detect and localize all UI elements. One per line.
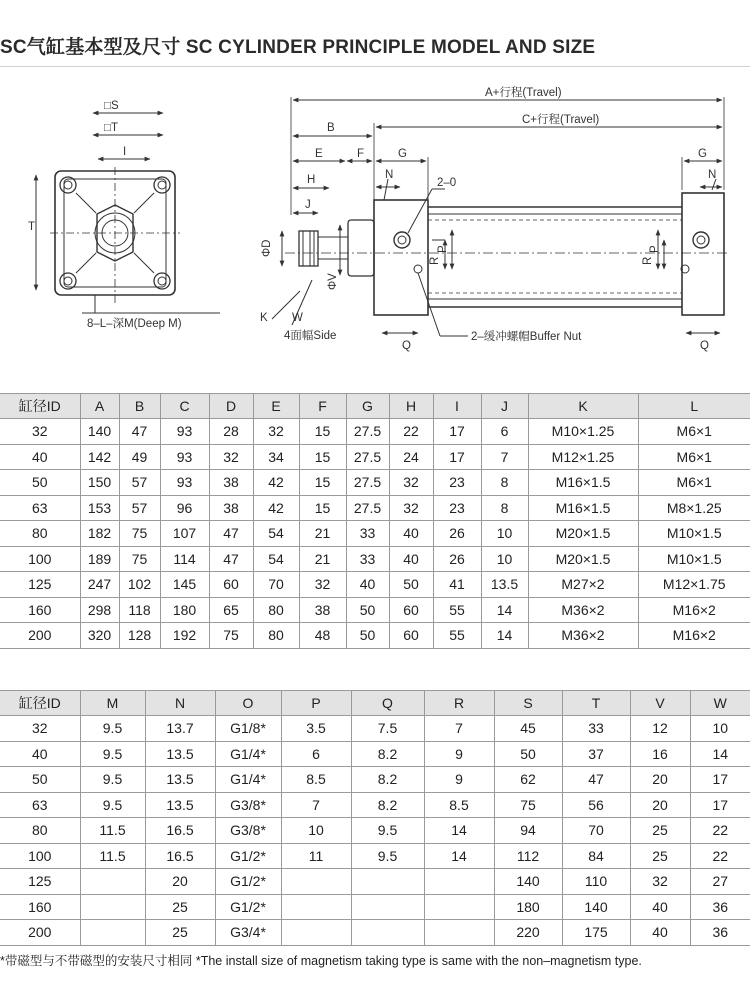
table-cell: 10 [281, 818, 351, 844]
label-p-left: P [437, 245, 449, 253]
table-cell: 140 [494, 869, 562, 895]
column-header: W [690, 691, 750, 716]
table-cell: 80 [0, 818, 80, 844]
column-header: O [215, 691, 281, 716]
table-cell: 55 [433, 597, 481, 623]
table-cell: 47 [119, 419, 160, 445]
label-b: B [327, 122, 335, 134]
table-cell: 25 [630, 843, 690, 869]
table-cell: 47 [209, 521, 253, 547]
table-row [0, 894, 750, 920]
table-cell: 11.5 [80, 843, 145, 869]
table-cell: 8.5 [424, 792, 494, 818]
table-cell: 24 [389, 444, 433, 470]
table-cell [80, 894, 145, 920]
table-cell: 22 [690, 818, 750, 844]
table-cell [351, 920, 424, 946]
table-cell: 40 [389, 546, 433, 572]
table-cell: 102 [119, 572, 160, 598]
column-header: L [638, 394, 750, 419]
table-cell: 38 [209, 470, 253, 496]
table-cell: 9.5 [80, 716, 145, 742]
table-cell: 25 [145, 894, 215, 920]
label-v: ΦV [327, 273, 339, 290]
table-cell: 80 [253, 623, 299, 649]
table-cell: 17 [690, 792, 750, 818]
table-cell: 65 [209, 597, 253, 623]
table-cell: 42 [253, 470, 299, 496]
table-cell: 100 [0, 546, 80, 572]
table-cell: 180 [160, 597, 209, 623]
table-cell [80, 869, 145, 895]
table-cell: 60 [389, 597, 433, 623]
table-cell: 175 [562, 920, 630, 946]
table-cell: M20×1.5 [528, 546, 638, 572]
table-cell: 11 [281, 843, 351, 869]
table-cell: 160 [0, 597, 80, 623]
table-cell: M10×1.5 [638, 521, 750, 547]
table-cell: 15 [299, 495, 346, 521]
table-cell: 27.5 [346, 444, 389, 470]
label-r: R [429, 256, 441, 265]
table-cell: 42 [253, 495, 299, 521]
table-cell: 27 [690, 869, 750, 895]
table-cell: 32 [0, 716, 80, 742]
table-cell: 9.5 [351, 818, 424, 844]
table-cell: 40 [346, 572, 389, 598]
table-cell: M10×1.25 [528, 419, 638, 445]
table-cell: 17 [433, 444, 481, 470]
column-header: S [494, 691, 562, 716]
table-cell: 50 [346, 623, 389, 649]
table-cell: 220 [494, 920, 562, 946]
label-port: 2–0 [437, 177, 457, 189]
table-cell: 14 [424, 843, 494, 869]
label-q-right: Q [700, 340, 709, 352]
table-cell: M12×1.25 [528, 444, 638, 470]
table-cell: 128 [119, 623, 160, 649]
column-header: I [433, 394, 481, 419]
table-cell: 13.7 [145, 716, 215, 742]
table-cell: 153 [80, 495, 119, 521]
table-cell: 8 [481, 495, 528, 521]
table-cell: 8.2 [351, 741, 424, 767]
table-cell: M10×1.5 [638, 546, 750, 572]
label-n-right: N [708, 169, 717, 181]
table-row [0, 792, 750, 818]
table-cell: 15 [299, 419, 346, 445]
label-j: J [305, 199, 311, 211]
table-row [0, 546, 750, 572]
table-row [0, 741, 750, 767]
table-cell: 80 [253, 597, 299, 623]
table-cell: 6 [281, 741, 351, 767]
table-cell: 23 [433, 470, 481, 496]
label-r-right: R [642, 256, 654, 265]
table-cell: 40 [0, 444, 80, 470]
table-cell: 20 [145, 869, 215, 895]
label-square-t: □T [104, 122, 118, 134]
label-n-left: N [385, 169, 394, 181]
table-cell: 47 [209, 546, 253, 572]
column-header: H [389, 394, 433, 419]
column-header: 缸径ID [0, 691, 80, 716]
table-cell [80, 920, 145, 946]
label-q-left: Q [402, 340, 411, 352]
table-cell [424, 920, 494, 946]
table-cell: 12 [630, 716, 690, 742]
column-header: G [346, 394, 389, 419]
table-cell: M6×1 [638, 444, 750, 470]
label-c-travel: C+行程(Travel) [522, 114, 600, 126]
table-cell: 110 [562, 869, 630, 895]
table-cell: 7.5 [351, 716, 424, 742]
table-row [0, 920, 750, 946]
table-cell [424, 894, 494, 920]
column-header: C [160, 394, 209, 419]
column-header: T [562, 691, 630, 716]
column-header: F [299, 394, 346, 419]
table-cell: 57 [119, 470, 160, 496]
table-cell: 32 [299, 572, 346, 598]
table-row [0, 470, 750, 496]
table-cell: 125 [0, 869, 80, 895]
table-cell: 75 [209, 623, 253, 649]
table-cell: 84 [562, 843, 630, 869]
table-cell: 7 [424, 716, 494, 742]
table-cell: 182 [80, 521, 119, 547]
table-cell: 16.5 [145, 843, 215, 869]
table-cell: 40 [0, 741, 80, 767]
table-cell: 28 [209, 419, 253, 445]
table-cell: G3/8* [215, 818, 281, 844]
table-cell: 13.5 [481, 572, 528, 598]
table-cell: 14 [481, 597, 528, 623]
table-cell: M16×1.5 [528, 470, 638, 496]
table-cell [351, 869, 424, 895]
table-cell: G3/4* [215, 920, 281, 946]
table-cell: 33 [346, 521, 389, 547]
column-header: D [209, 394, 253, 419]
label-f: F [357, 148, 365, 160]
label-p-right: P [649, 245, 661, 253]
label-tap-note: 8–L–深M(Deep M) [87, 318, 182, 330]
table-cell: G3/8* [215, 792, 281, 818]
table-cell: 75 [119, 521, 160, 547]
table-cell: 50 [0, 767, 80, 793]
table-row [0, 495, 750, 521]
table-cell: 37 [562, 741, 630, 767]
table-cell: 7 [281, 792, 351, 818]
table-cell: 25 [630, 818, 690, 844]
table-cell [351, 894, 424, 920]
table-cell: 32 [389, 495, 433, 521]
label-d: ΦD [261, 239, 273, 257]
table-cell: 49 [119, 444, 160, 470]
table-cell: 160 [0, 894, 80, 920]
label-k: K [260, 312, 268, 324]
column-header: M [80, 691, 145, 716]
table-cell: 142 [80, 444, 119, 470]
table-cell: 93 [160, 444, 209, 470]
table-cell: 100 [0, 843, 80, 869]
table-cell: G1/4* [215, 767, 281, 793]
table-cell: 200 [0, 623, 80, 649]
table-cell: G1/4* [215, 741, 281, 767]
table-cell: M16×1.5 [528, 495, 638, 521]
table-cell: 48 [299, 623, 346, 649]
table-cell: M8×1.25 [638, 495, 750, 521]
table-cell: 36 [690, 920, 750, 946]
label-buffer-note: 2–缓冲螺帽Buffer Nut [471, 331, 582, 343]
table-cell: M16×2 [638, 597, 750, 623]
table-cell: 34 [253, 444, 299, 470]
table-row [0, 521, 750, 547]
table-row [0, 843, 750, 869]
label-g-left: G [398, 148, 407, 160]
table-cell: 180 [494, 894, 562, 920]
table-cell: M27×2 [528, 572, 638, 598]
table-cell: 107 [160, 521, 209, 547]
table-cell: 118 [119, 597, 160, 623]
table-cell: 38 [299, 597, 346, 623]
table-cell: 10 [481, 546, 528, 572]
column-header: K [528, 394, 638, 419]
table-cell: 50 [389, 572, 433, 598]
column-header: P [281, 691, 351, 716]
column-header: A [80, 394, 119, 419]
column-header: 缸径ID [0, 394, 80, 419]
table-row [0, 716, 750, 742]
table-cell: 11.5 [80, 818, 145, 844]
table-cell: 40 [630, 894, 690, 920]
table-cell: M36×2 [528, 623, 638, 649]
table-cell: M6×1 [638, 419, 750, 445]
dimension-table-2 [0, 690, 750, 946]
table-cell: G1/2* [215, 869, 281, 895]
label-w: W [292, 312, 303, 324]
table-cell [424, 869, 494, 895]
table-cell: 6 [481, 419, 528, 445]
table-cell: M20×1.5 [528, 521, 638, 547]
table-cell: 70 [562, 818, 630, 844]
table-cell: 62 [494, 767, 562, 793]
table-cell: G1/8* [215, 716, 281, 742]
column-header: V [630, 691, 690, 716]
table-row [0, 419, 750, 445]
page-title: SC气缸基本型及尺寸 SC CYLINDER PRINCIPLE MODEL AND SIZE [0, 37, 596, 58]
table-cell: 36 [690, 894, 750, 920]
table-row [0, 572, 750, 598]
table-cell: 45 [494, 716, 562, 742]
table-cell: G1/2* [215, 894, 281, 920]
dimension-table-1 [0, 393, 750, 649]
label-side-note: 4面幅Side [284, 330, 337, 342]
table-cell: 21 [299, 521, 346, 547]
label-g-right: G [698, 148, 707, 160]
table-cell: 10 [481, 521, 528, 547]
table-cell: 14 [481, 623, 528, 649]
front-view [36, 113, 220, 313]
table-header-row [0, 691, 750, 716]
table-cell: 63 [0, 792, 80, 818]
table-cell: 13.5 [145, 767, 215, 793]
table-cell: 13.5 [145, 792, 215, 818]
table-cell: 13.5 [145, 741, 215, 767]
title-divider [0, 66, 750, 67]
table-cell: 8.5 [281, 767, 351, 793]
table-cell: 57 [119, 495, 160, 521]
table-cell: 32 [209, 444, 253, 470]
table-cell: 16 [630, 741, 690, 767]
table-cell: 125 [0, 572, 80, 598]
table-cell: 9.5 [80, 792, 145, 818]
column-header: E [253, 394, 299, 419]
table-cell: 21 [299, 546, 346, 572]
table-cell: M16×2 [638, 623, 750, 649]
table-cell: M12×1.75 [638, 572, 750, 598]
table-cell: 22 [389, 419, 433, 445]
table-row [0, 444, 750, 470]
table-row [0, 623, 750, 649]
table-row [0, 818, 750, 844]
table-cell: 22 [690, 843, 750, 869]
table-cell: 32 [389, 470, 433, 496]
table-cell: 47 [562, 767, 630, 793]
table-cell: 41 [433, 572, 481, 598]
table-cell: 94 [494, 818, 562, 844]
table-cell: 25 [145, 920, 215, 946]
table-cell: 9.5 [351, 843, 424, 869]
table-cell: 10 [690, 716, 750, 742]
table-cell: 9.5 [80, 741, 145, 767]
table-cell: 27.5 [346, 495, 389, 521]
table-cell: 140 [562, 894, 630, 920]
table-cell: 32 [253, 419, 299, 445]
table-cell: M36×2 [528, 597, 638, 623]
table-cell: 9 [424, 741, 494, 767]
table-cell: 17 [433, 419, 481, 445]
table-cell: 320 [80, 623, 119, 649]
table-cell: 27.5 [346, 470, 389, 496]
table-row [0, 767, 750, 793]
label-square-s: □S [104, 100, 119, 112]
table-row [0, 597, 750, 623]
table-cell: 189 [80, 546, 119, 572]
table-cell: M6×1 [638, 470, 750, 496]
table-cell: 50 [0, 470, 80, 496]
table-cell: 96 [160, 495, 209, 521]
column-header: R [424, 691, 494, 716]
table-cell: 9.5 [80, 767, 145, 793]
table-cell [281, 894, 351, 920]
table-cell: 80 [0, 521, 80, 547]
table-cell: 192 [160, 623, 209, 649]
table-cell: 8.2 [351, 767, 424, 793]
table-cell: 63 [0, 495, 80, 521]
table-cell [281, 869, 351, 895]
label-t-side: T [28, 221, 36, 233]
table-cell: 50 [346, 597, 389, 623]
table-cell: 27.5 [346, 419, 389, 445]
table-cell: 16.5 [145, 818, 215, 844]
table-cell: 75 [119, 546, 160, 572]
label-e: E [315, 148, 323, 160]
table-cell: 200 [0, 920, 80, 946]
table-cell: 3.5 [281, 716, 351, 742]
table-cell: 15 [299, 444, 346, 470]
table-cell: 15 [299, 470, 346, 496]
table-cell: 56 [562, 792, 630, 818]
table-cell: 14 [690, 741, 750, 767]
table-cell: 247 [80, 572, 119, 598]
table-cell: 298 [80, 597, 119, 623]
table-cell: 54 [253, 521, 299, 547]
table-cell: 93 [160, 470, 209, 496]
table-cell: 8.2 [351, 792, 424, 818]
table-cell: 33 [562, 716, 630, 742]
table-cell: 60 [209, 572, 253, 598]
table-cell: 38 [209, 495, 253, 521]
table-cell: 114 [160, 546, 209, 572]
table-cell: 32 [630, 869, 690, 895]
table-cell: 93 [160, 419, 209, 445]
table-cell: 40 [389, 521, 433, 547]
table-cell: 54 [253, 546, 299, 572]
table-cell: G1/2* [215, 843, 281, 869]
label-i: I [123, 146, 127, 158]
table-cell: 55 [433, 623, 481, 649]
table-cell: 14 [424, 818, 494, 844]
table-cell: 75 [494, 792, 562, 818]
label-a-travel: A+行程(Travel) [485, 87, 562, 99]
table-cell [281, 920, 351, 946]
table-cell: 145 [160, 572, 209, 598]
table-cell: 140 [80, 419, 119, 445]
table-cell: 9 [424, 767, 494, 793]
table-row [0, 869, 750, 895]
table-cell: 33 [346, 546, 389, 572]
footnote: *带磁型与不带磁型的安装尺寸相同 *The install size of magnetism taking type is same with the non–magnetism type. [0, 954, 642, 968]
table-header-row [0, 394, 750, 419]
label-h: H [307, 174, 316, 186]
column-header: J [481, 394, 528, 419]
table-cell: 60 [389, 623, 433, 649]
table-cell: 8 [481, 470, 528, 496]
table-cell: 20 [630, 792, 690, 818]
column-header: Q [351, 691, 424, 716]
table-cell: 7 [481, 444, 528, 470]
table-cell: 26 [433, 521, 481, 547]
table-cell: 112 [494, 843, 562, 869]
table-cell: 32 [0, 419, 80, 445]
table-cell: 26 [433, 546, 481, 572]
column-header: N [145, 691, 215, 716]
table-cell: 50 [494, 741, 562, 767]
side-view [272, 97, 728, 336]
table-cell: 17 [690, 767, 750, 793]
table-cell: 70 [253, 572, 299, 598]
table-cell: 20 [630, 767, 690, 793]
cylinder-dimension-drawing [0, 75, 750, 375]
table-cell: 23 [433, 495, 481, 521]
table-cell: 40 [630, 920, 690, 946]
column-header: B [119, 394, 160, 419]
table-cell: 150 [80, 470, 119, 496]
